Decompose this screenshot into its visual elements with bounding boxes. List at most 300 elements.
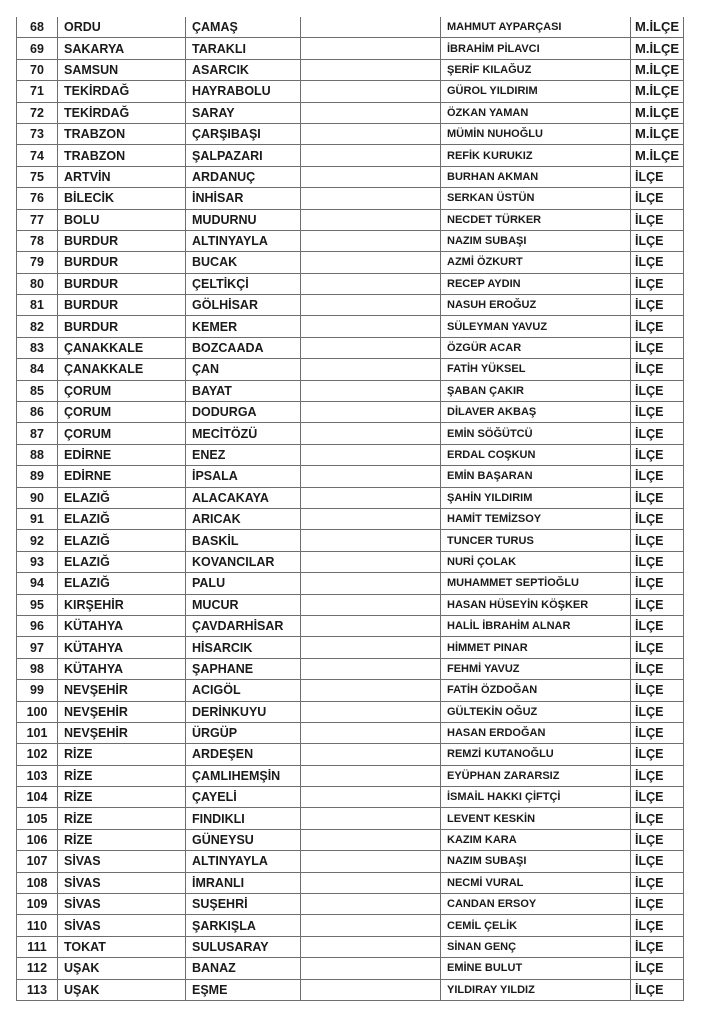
row-number-cell: 74 (17, 145, 58, 166)
empty-cell (301, 744, 441, 765)
district-cell: İPSALA (186, 466, 301, 487)
row-number-cell: 109 (17, 894, 58, 915)
empty-cell (301, 765, 441, 786)
type-cell: İLÇE (631, 530, 684, 551)
empty-cell (301, 701, 441, 722)
province-cell: KIRŞEHİR (58, 594, 186, 615)
candidate-name-cell: SİNAN GENÇ (441, 936, 631, 957)
row-number-cell: 110 (17, 915, 58, 936)
empty-cell (301, 316, 441, 337)
empty-cell (301, 81, 441, 102)
row-number-cell: 72 (17, 102, 58, 123)
row-number-cell: 79 (17, 252, 58, 273)
type-cell: M.İLÇE (631, 102, 684, 123)
empty-cell (301, 936, 441, 957)
district-cell: ÇAMAŞ (186, 17, 301, 38)
district-cell: HAYRABOLU (186, 81, 301, 102)
province-cell: BURDUR (58, 230, 186, 251)
candidate-name-cell: HALİL İBRAHİM ALNAR (441, 615, 631, 636)
table-row (17, 423, 684, 444)
type-cell: İLÇE (631, 744, 684, 765)
candidate-name-cell: NASUH EROĞUZ (441, 295, 631, 316)
district-cell: HİSARCIK (186, 637, 301, 658)
district-cell: DODURGA (186, 402, 301, 423)
candidate-name-cell: ŞAHİN YILDIRIM (441, 487, 631, 508)
row-number-cell: 83 (17, 337, 58, 358)
district-cell: SUŞEHRİ (186, 894, 301, 915)
row-number-cell: 78 (17, 230, 58, 251)
candidate-name-cell: CEMİL ÇELİK (441, 915, 631, 936)
empty-cell (301, 380, 441, 401)
table-row (17, 637, 684, 658)
province-cell: ÇORUM (58, 402, 186, 423)
type-cell: İLÇE (631, 444, 684, 465)
row-number-cell: 73 (17, 123, 58, 144)
row-number-cell: 100 (17, 701, 58, 722)
candidate-table-sheet (16, 17, 684, 1001)
candidate-name-cell: DİLAVER AKBAŞ (441, 402, 631, 423)
empty-cell (301, 359, 441, 380)
type-cell: İLÇE (631, 637, 684, 658)
empty-cell (301, 423, 441, 444)
table-row (17, 594, 684, 615)
table-row (17, 872, 684, 893)
district-cell: ARICAK (186, 508, 301, 529)
province-cell: TEKİRDAĞ (58, 102, 186, 123)
province-cell: TOKAT (58, 936, 186, 957)
type-cell: İLÇE (631, 487, 684, 508)
candidate-name-cell: NECDET TÜRKER (441, 209, 631, 230)
district-cell: MECİTÖZÜ (186, 423, 301, 444)
district-cell: ALACAKAYA (186, 487, 301, 508)
province-cell: EDİRNE (58, 444, 186, 465)
district-cell: TARAKLI (186, 38, 301, 59)
empty-cell (301, 295, 441, 316)
district-cell: MUCUR (186, 594, 301, 615)
empty-cell (301, 958, 441, 979)
empty-cell (301, 637, 441, 658)
table-row (17, 829, 684, 850)
row-number-cell: 113 (17, 979, 58, 1000)
province-cell: TEKİRDAĞ (58, 81, 186, 102)
province-cell: TRABZON (58, 145, 186, 166)
district-cell: ÇARŞIBAŞI (186, 123, 301, 144)
type-cell: İLÇE (631, 573, 684, 594)
empty-cell (301, 894, 441, 915)
type-cell: İLÇE (631, 551, 684, 572)
row-number-cell: 92 (17, 530, 58, 551)
table-row (17, 615, 684, 636)
row-number-cell: 94 (17, 573, 58, 594)
empty-cell (301, 787, 441, 808)
row-number-cell: 97 (17, 637, 58, 658)
type-cell: İLÇE (631, 829, 684, 850)
district-cell: PALU (186, 573, 301, 594)
province-cell: SİVAS (58, 894, 186, 915)
row-number-cell: 103 (17, 765, 58, 786)
row-number-cell: 108 (17, 872, 58, 893)
province-cell: TRABZON (58, 123, 186, 144)
table-row (17, 81, 684, 102)
province-cell: RİZE (58, 744, 186, 765)
row-number-cell: 99 (17, 680, 58, 701)
candidate-name-cell: GÜLTEKİN OĞUZ (441, 701, 631, 722)
candidate-name-cell: NURİ ÇOLAK (441, 551, 631, 572)
empty-cell (301, 979, 441, 1000)
province-cell: ELAZIĞ (58, 551, 186, 572)
province-cell: BİLECİK (58, 188, 186, 209)
candidate-name-cell: EMİN BAŞARAN (441, 466, 631, 487)
district-cell: BAYAT (186, 380, 301, 401)
candidate-name-cell: EMİN SÖĞÜTCÜ (441, 423, 631, 444)
empty-cell (301, 680, 441, 701)
district-cell: ŞARKIŞLA (186, 915, 301, 936)
candidate-name-cell: AZMİ ÖZKURT (441, 252, 631, 273)
candidate-name-cell: KAZIM KARA (441, 829, 631, 850)
row-number-cell: 101 (17, 722, 58, 743)
candidate-name-cell: GÜROL YILDIRIM (441, 81, 631, 102)
candidate-name-cell: LEVENT KESKİN (441, 808, 631, 829)
province-cell: BURDUR (58, 252, 186, 273)
table-row (17, 958, 684, 979)
table-row (17, 765, 684, 786)
empty-cell (301, 915, 441, 936)
row-number-cell: 80 (17, 273, 58, 294)
candidate-name-cell: SERKAN ÜSTÜN (441, 188, 631, 209)
empty-cell (301, 851, 441, 872)
district-cell: ARDEŞEN (186, 744, 301, 765)
row-number-cell: 102 (17, 744, 58, 765)
row-number-cell: 105 (17, 808, 58, 829)
row-number-cell: 81 (17, 295, 58, 316)
table-row (17, 38, 684, 59)
candidate-name-cell: HASAN HÜSEYİN KÖŞKER (441, 594, 631, 615)
row-number-cell: 76 (17, 188, 58, 209)
district-cell: ÇAMLIHEMŞİN (186, 765, 301, 786)
table-row (17, 936, 684, 957)
type-cell: İLÇE (631, 337, 684, 358)
province-cell: BURDUR (58, 273, 186, 294)
table-row (17, 722, 684, 743)
type-cell: İLÇE (631, 936, 684, 957)
table-row (17, 466, 684, 487)
candidate-name-cell: TUNCER TURUS (441, 530, 631, 551)
province-cell: ELAZIĞ (58, 508, 186, 529)
district-cell: ÇAN (186, 359, 301, 380)
district-cell: ALTINYAYLA (186, 851, 301, 872)
table-row (17, 915, 684, 936)
table-row (17, 123, 684, 144)
candidate-name-cell: ŞERİF KILAĞUZ (441, 59, 631, 80)
type-cell: İLÇE (631, 423, 684, 444)
row-number-cell: 98 (17, 658, 58, 679)
district-cell: ARDANUÇ (186, 166, 301, 187)
province-cell: RİZE (58, 787, 186, 808)
province-cell: SİVAS (58, 915, 186, 936)
province-cell: ELAZIĞ (58, 487, 186, 508)
row-number-cell: 85 (17, 380, 58, 401)
table-row (17, 530, 684, 551)
district-cell: ÇAYELİ (186, 787, 301, 808)
table-row (17, 252, 684, 273)
type-cell: M.İLÇE (631, 145, 684, 166)
province-cell: RİZE (58, 829, 186, 850)
type-cell: M.İLÇE (631, 59, 684, 80)
type-cell: İLÇE (631, 273, 684, 294)
empty-cell (301, 337, 441, 358)
table-row (17, 337, 684, 358)
empty-cell (301, 59, 441, 80)
table-row (17, 380, 684, 401)
row-number-cell: 90 (17, 487, 58, 508)
row-number-cell: 70 (17, 59, 58, 80)
table-row (17, 17, 684, 38)
table-row (17, 359, 684, 380)
type-cell: İLÇE (631, 915, 684, 936)
table-row (17, 551, 684, 572)
candidate-name-cell: EYÜPHAN ZARARSIZ (441, 765, 631, 786)
empty-cell (301, 188, 441, 209)
district-cell: İMRANLI (186, 872, 301, 893)
district-cell: ŞAPHANE (186, 658, 301, 679)
province-cell: SAMSUN (58, 59, 186, 80)
district-cell: ÇAVDARHİSAR (186, 615, 301, 636)
candidate-name-cell: REMZİ KUTANOĞLU (441, 744, 631, 765)
empty-cell (301, 273, 441, 294)
candidate-name-cell: MAHMUT AYPARÇASI (441, 17, 631, 38)
row-number-cell: 106 (17, 829, 58, 850)
table-row (17, 808, 684, 829)
province-cell: EDİRNE (58, 466, 186, 487)
empty-cell (301, 808, 441, 829)
district-cell: ALTINYAYLA (186, 230, 301, 251)
empty-cell (301, 444, 441, 465)
table-row (17, 787, 684, 808)
candidate-name-cell: FEHMİ YAVUZ (441, 658, 631, 679)
row-number-cell: 95 (17, 594, 58, 615)
district-cell: FINDIKLI (186, 808, 301, 829)
province-cell: ÇANAKKALE (58, 359, 186, 380)
type-cell: İLÇE (631, 851, 684, 872)
table-row (17, 573, 684, 594)
type-cell: İLÇE (631, 316, 684, 337)
table-row (17, 145, 684, 166)
province-cell: UŞAK (58, 958, 186, 979)
district-cell: KEMER (186, 316, 301, 337)
candidate-name-cell: EMİNE BULUT (441, 958, 631, 979)
empty-cell (301, 145, 441, 166)
candidate-name-cell: FATİH YÜKSEL (441, 359, 631, 380)
empty-cell (301, 829, 441, 850)
candidate-name-cell: FATİH ÖZDOĞAN (441, 680, 631, 701)
table-row (17, 979, 684, 1000)
table-row (17, 209, 684, 230)
table-body (17, 17, 684, 1000)
empty-cell (301, 466, 441, 487)
empty-cell (301, 252, 441, 273)
table-row (17, 701, 684, 722)
empty-cell (301, 508, 441, 529)
table-row (17, 851, 684, 872)
row-number-cell: 82 (17, 316, 58, 337)
province-cell: SİVAS (58, 851, 186, 872)
type-cell: İLÇE (631, 722, 684, 743)
district-cell: ASARCIK (186, 59, 301, 80)
candidate-name-cell: HİMMET PINAR (441, 637, 631, 658)
candidate-name-cell: NAZIM SUBAŞI (441, 230, 631, 251)
candidate-name-cell: MÜMİN NUHOĞLU (441, 123, 631, 144)
type-cell: İLÇE (631, 359, 684, 380)
province-cell: SİVAS (58, 872, 186, 893)
type-cell: İLÇE (631, 466, 684, 487)
table-row (17, 658, 684, 679)
type-cell: İLÇE (631, 958, 684, 979)
table-row (17, 508, 684, 529)
candidate-name-cell: RECEP AYDIN (441, 273, 631, 294)
type-cell: İLÇE (631, 380, 684, 401)
province-cell: UŞAK (58, 979, 186, 1000)
row-number-cell: 69 (17, 38, 58, 59)
type-cell: İLÇE (631, 508, 684, 529)
province-cell: BURDUR (58, 316, 186, 337)
candidate-name-cell: MUHAMMET SEPTİOĞLU (441, 573, 631, 594)
type-cell: İLÇE (631, 872, 684, 893)
district-cell: SULUSARAY (186, 936, 301, 957)
table-row (17, 894, 684, 915)
table-row (17, 444, 684, 465)
empty-cell (301, 658, 441, 679)
province-cell: NEVŞEHİR (58, 701, 186, 722)
candidate-name-cell: ERDAL COŞKUN (441, 444, 631, 465)
empty-cell (301, 38, 441, 59)
row-number-cell: 93 (17, 551, 58, 572)
table-row (17, 680, 684, 701)
province-cell: NEVŞEHİR (58, 680, 186, 701)
table-row (17, 316, 684, 337)
table-row (17, 166, 684, 187)
province-cell: KÜTAHYA (58, 615, 186, 636)
row-number-cell: 107 (17, 851, 58, 872)
type-cell: İLÇE (631, 402, 684, 423)
district-cell: GÖLHİSAR (186, 295, 301, 316)
empty-cell (301, 551, 441, 572)
row-number-cell: 96 (17, 615, 58, 636)
province-cell: ÇORUM (58, 423, 186, 444)
type-cell: İLÇE (631, 701, 684, 722)
row-number-cell: 71 (17, 81, 58, 102)
empty-cell (301, 17, 441, 38)
province-cell: ELAZIĞ (58, 530, 186, 551)
type-cell: İLÇE (631, 166, 684, 187)
district-cell: ŞALPAZARI (186, 145, 301, 166)
district-cell: BUCAK (186, 252, 301, 273)
district-cell: BOZCAADA (186, 337, 301, 358)
empty-cell (301, 594, 441, 615)
type-cell: İLÇE (631, 188, 684, 209)
table-row (17, 487, 684, 508)
province-cell: RİZE (58, 765, 186, 786)
type-cell: İLÇE (631, 765, 684, 786)
empty-cell (301, 722, 441, 743)
empty-cell (301, 102, 441, 123)
table-row (17, 744, 684, 765)
table-row (17, 188, 684, 209)
province-cell: ÇANAKKALE (58, 337, 186, 358)
row-number-cell: 89 (17, 466, 58, 487)
type-cell: İLÇE (631, 615, 684, 636)
table-row (17, 230, 684, 251)
district-cell: GÜNEYSU (186, 829, 301, 850)
province-cell: NEVŞEHİR (58, 722, 186, 743)
type-cell: İLÇE (631, 295, 684, 316)
candidate-name-cell: YILDIRAY YILDIZ (441, 979, 631, 1000)
candidate-name-cell: ÖZKAN YAMAN (441, 102, 631, 123)
candidate-name-cell: BURHAN AKMAN (441, 166, 631, 187)
empty-cell (301, 166, 441, 187)
candidate-name-cell: CANDAN ERSOY (441, 894, 631, 915)
district-cell: BANAZ (186, 958, 301, 979)
type-cell: M.İLÇE (631, 38, 684, 59)
type-cell: İLÇE (631, 230, 684, 251)
type-cell: M.İLÇE (631, 123, 684, 144)
district-cell: KOVANCILAR (186, 551, 301, 572)
province-cell: KÜTAHYA (58, 658, 186, 679)
type-cell: İLÇE (631, 787, 684, 808)
row-number-cell: 68 (17, 17, 58, 38)
candidate-name-cell: SÜLEYMAN YAVUZ (441, 316, 631, 337)
district-cell: BASKİL (186, 530, 301, 551)
province-cell: ARTVİN (58, 166, 186, 187)
empty-cell (301, 872, 441, 893)
empty-cell (301, 123, 441, 144)
type-cell: İLÇE (631, 658, 684, 679)
table-row (17, 295, 684, 316)
empty-cell (301, 530, 441, 551)
candidate-table (16, 17, 684, 1001)
empty-cell (301, 402, 441, 423)
empty-cell (301, 573, 441, 594)
candidate-name-cell: İBRAHİM PİLAVCI (441, 38, 631, 59)
province-cell: BOLU (58, 209, 186, 230)
type-cell: İLÇE (631, 808, 684, 829)
type-cell: İLÇE (631, 252, 684, 273)
empty-cell (301, 230, 441, 251)
empty-cell (301, 487, 441, 508)
type-cell: İLÇE (631, 680, 684, 701)
row-number-cell: 84 (17, 359, 58, 380)
type-cell: M.İLÇE (631, 81, 684, 102)
province-cell: RİZE (58, 808, 186, 829)
table-row (17, 273, 684, 294)
district-cell: ENEZ (186, 444, 301, 465)
type-cell: İLÇE (631, 209, 684, 230)
empty-cell (301, 209, 441, 230)
type-cell: İLÇE (631, 894, 684, 915)
province-cell: ORDU (58, 17, 186, 38)
candidate-name-cell: REFİK KURUKIZ (441, 145, 631, 166)
candidate-name-cell: ŞABAN ÇAKIR (441, 380, 631, 401)
candidate-name-cell: HAMİT TEMİZSOY (441, 508, 631, 529)
empty-cell (301, 615, 441, 636)
row-number-cell: 88 (17, 444, 58, 465)
table-row (17, 402, 684, 423)
province-cell: SAKARYA (58, 38, 186, 59)
type-cell: M.İLÇE (631, 17, 684, 38)
row-number-cell: 104 (17, 787, 58, 808)
district-cell: ÇELTİKÇİ (186, 273, 301, 294)
candidate-name-cell: NAZIM SUBAŞI (441, 851, 631, 872)
candidate-name-cell: HASAN ERDOĞAN (441, 722, 631, 743)
